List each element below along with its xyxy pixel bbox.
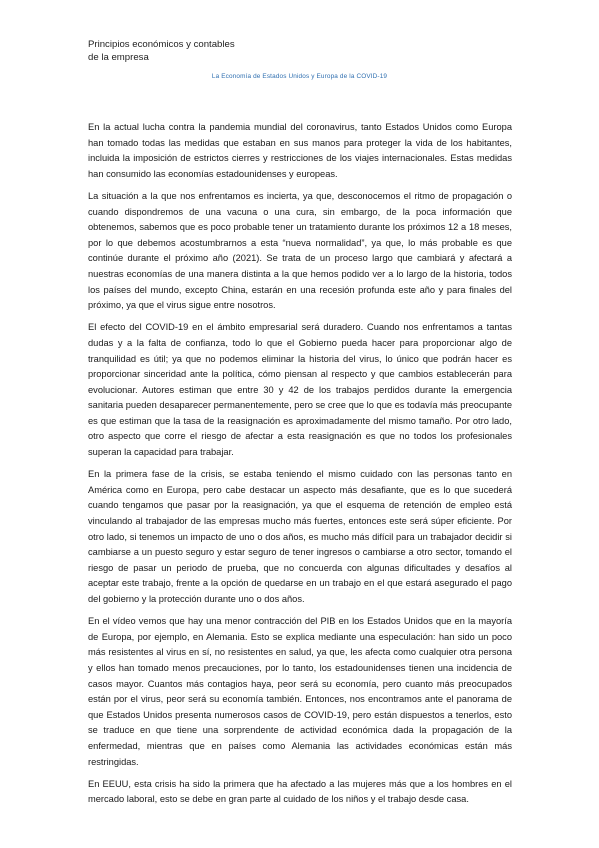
document-body	[88, 120, 512, 815]
header-line-2: de la empresa	[88, 52, 149, 63]
paragraph: En la primera fase de la crisis, se estaba teniendo el mismo cuidado con las personas tanto en América como en Europa, pero cabe destacar un aspecto más desafiante, que es lo que sucederá cuando tengamos que pasar por la reasignación, ya que el esquema de retención de empleo está vinculando al trabajador de las empresas mucho más fuertes, entonces este será súper eficiente. Por otro lado, si tenemos un impacto de uno o dos años, es mucho más difícil para un trabajador decidir si cambiarse a un puesto seguro y estar seguro de tener ingresos o cambiarse a otro sector, tomando el riesgo de pasar un periodo de prueba, que no concuerda con algunas dificultades y desafíos al aceptar este trabajo, frente a la opción de quedarse en un trabajo en el que estará asegurado el pago del gobierno y la protección durante uno o dos años.	[88, 469, 512, 604]
document-subtitle: La Economía de Estados Unidos y Europa de la COVID-19	[211, 73, 388, 80]
paragraph: La situación a la que nos enfrentamos es incierta, ya que, desconocemos el ritmo de propagación o cuando dispondremos de una vacuna o una cura, sin embargo, de la poca información que obtenemos, sabemos que es poco probable tener un tratamiento durante los próximos 12 a 18 meses, por lo que debemos acostumbrarnos a esta “nueva normalidad”, ya que, lo más probable es que continúe durante el próximo año (2021). Se trata de un proceso largo que cambiará y afectará a nuestras economías de una manera distinta a la que hemos podido ver a lo largo de la historia, todos los países del mundo, excepto China, estarán en una recesión profunda este año y para finales del próximo, ya que el virus sigue entre nosotros.	[88, 190, 512, 311]
paragraph: En la actual lucha contra la pandemia mundial del coronavirus, tanto Estados Unidos como Europa han tomado todas las medidas que estaban en sus manos para proteger la vida de los habitantes, incluida la imposición de estrictos cierres y restricciones de los viajes internacionales. Estas medidas han consumido las economías estadounidenses y europeas.	[88, 122, 512, 179]
document-header	[88, 38, 235, 64]
paragraph: En EEUU, esta crisis ha sido la primera que ha afectado a las mujeres más que a los hombres en el mercado laboral, esto se debe en gran parte al cuidado de los niños y el trabajo desde casa.	[88, 778, 512, 805]
header-line-1: Principios económicos y contables	[88, 39, 235, 50]
paragraph: En el vídeo vemos que hay una menor contracción del PIB en los Estados Unidos que en la mayoría de Europa, por ejemplo, en Alemania. Esto se explica mediante una especulación: han sido un poco más resistentes al virus en sí, no resistentes en salud, ya que, les afecta como cualquier otra persona y ellos han tomado menos precauciones, por lo tanto, los estadounidenses tienen una incidencia de casos mayor. Cuantos más contagios haya, peor será su economía, pero cuanto más preocupados están por el virus, peor será su economía también. Entonces, nos encontramos ante el panorama de que Estados Unidos presenta numerosos casos de COVID-19, pero están dispuestos a tenerlos, esto se traduce en que tiene una sorprendente de actividad económica dada la propagación de la enfermedad, mientras que en países como Alemania las actividades económicas están más restringidas.	[88, 616, 512, 767]
paragraph: El efecto del COVID-19 en el ámbito empresarial será duradero. Cuando nos enfrentamos a tantas dudas y a la falta de confianza, todo lo que el Gobierno pueda hacer para proporcionar algo de tranquilidad es útil; ya que no podemos eliminar la historia del virus, lo único que podrán hacer es proporcionar sinceridad ante la política, cómo piensan al respecto y que cambios establecerán para evolucionar. Autores estiman que entre 30 y 42 de los trabajos perdidos durante la emergencia sanitaria pueden desaparecer permanentemente, pero se cree que lo que es todavía más preocupante es que estiman que la tasa de la reasignación es aproximadamente del mismo tamaño. Por otro lado, otro aspecto que corre el riesgo de afectar a esta reasignación es que no todos los profesionales superan la capacidad para trabajar.	[88, 322, 512, 458]
